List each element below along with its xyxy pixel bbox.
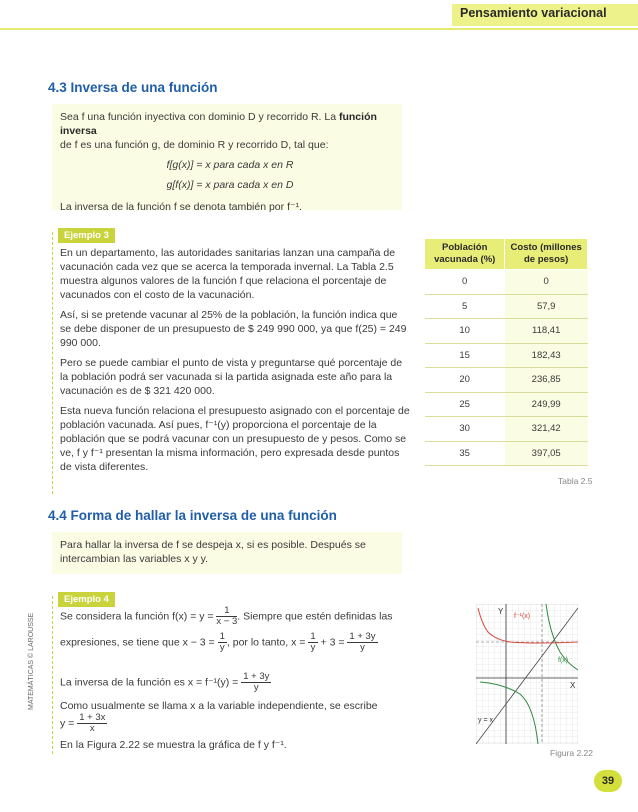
table-row: 30 321,42 bbox=[425, 417, 588, 442]
example-4-line-5: y = $\frac{1 + 3x}{x}$ bbox=[60, 712, 106, 734]
table-row: 10 118,41 bbox=[425, 319, 588, 344]
table-header-cost: Costo (millones de pesos) bbox=[505, 239, 588, 270]
page-number: 39 bbox=[594, 770, 622, 792]
table-row: 35 397,05 bbox=[425, 441, 588, 466]
table-caption: Tabla 2.5 bbox=[558, 476, 593, 486]
inverse-note: La inversa de la función f se denota también por f⁻¹. bbox=[60, 201, 302, 213]
example-4-line-2: expresiones, se tiene que x − 3 = $\frac{1}{y}$ , por lo tanto, x = $\frac{1}{y}$ + 3 = $\frac{1 + 3y}{y}$ bbox=[60, 631, 376, 653]
y-axis-label: Y bbox=[498, 607, 504, 616]
table-row: 20 236,85 bbox=[425, 368, 588, 393]
function-graph bbox=[476, 604, 578, 744]
example-4-line-3: La inversa de la función es x = f⁻¹(y) = $\frac{1 + 3y}{y}$ bbox=[60, 671, 270, 693]
example-3-text bbox=[60, 246, 410, 474]
example-3-p3: Pero se puede cambiar el punto de vista y preguntarse qué porcentaje de la población podrá ser vacunada si la partida asignada este año para la vacunación es de $ 321 420 000. bbox=[60, 357, 403, 397]
example-3-p4: Esta nueva función relaciona el presupuesto asignado con el porcentaje de población vacunada. Así pues, f⁻¹(y) proporciona el porcentaje de la población que se podrá vacunar con un presupuesto de y pesos. Como se ve, f y f⁻¹ presentan la misma información, pero expresada desde puntos de vista diferentes. bbox=[60, 405, 410, 473]
identity-label: y = x bbox=[478, 717, 493, 724]
table-row: 0 0 bbox=[425, 270, 588, 295]
equation-1: f[g(x)] = x para cada x en R bbox=[166, 159, 294, 171]
definition-text: Sea f una función inyectiva con dominio D y recorrido R. La función inversa de f es una función g, de dominio R y recorrido D, tal que: f[g(x)] = x para cada x en R g[f(x)] = x para cada x en D La inversa de la función f se denota también por f⁻¹. bbox=[60, 110, 400, 214]
example-3-p1: En un departamento, las autoridades sanitarias lanzan una campaña de vacunación cada vez que se acerca la temporada invernal. La Tabla 2.5 muestra algunos valores de la función f que relaciona el porcentaje de vacunados con el costo de la vacunación. bbox=[60, 247, 396, 301]
example-4-line-6: En la Figura 2.22 se muestra la gráfica de f y f⁻¹. bbox=[60, 739, 287, 751]
table-row: 5 57,9 bbox=[425, 294, 588, 319]
side-copyright: MATEMÁTICAS © LAROUSSE bbox=[28, 612, 35, 710]
example-3-p2: Así, si se pretende vacunar al 25% de la población, la función indica que se debe disponer de un presupuesto de $ 249 990 000, ya que f(25) = 249 990 000. bbox=[60, 309, 407, 349]
table-row: 25 249,99 bbox=[425, 392, 588, 417]
table-row: 15 182,43 bbox=[425, 343, 588, 368]
example-3-frame bbox=[52, 232, 53, 494]
x-axis-label: X bbox=[570, 681, 576, 690]
section-44-title: 4.4 Forma de hallar la inversa de una función bbox=[48, 508, 337, 523]
example-3-tag: Ejemplo 3 bbox=[58, 228, 115, 243]
figure-caption: Figura 2.22 bbox=[550, 748, 593, 758]
table-header-population: Población vacunada (%) bbox=[425, 239, 505, 270]
header-title: Pensamiento variacional bbox=[460, 6, 607, 20]
equation-2: g[f(x)] = x para cada x en D bbox=[166, 179, 294, 191]
example-4-line-4: Como usualmente se llama x a la variable independiente, se escribe bbox=[60, 700, 378, 712]
example-4-line-1: Se considera la función f(x) = y = $\frac{1}{x - 3}$ . Siempre que estén definidas las bbox=[60, 605, 393, 627]
header-rule bbox=[0, 28, 638, 30]
section-43-title: 4.3 Inversa de una función bbox=[48, 80, 218, 95]
method-text: Para hallar la inversa de f se despeja x, si es posible. Después se intercambian las variables x y y. bbox=[60, 539, 366, 565]
finv-label: f⁻¹(x) bbox=[514, 613, 531, 620]
example-4-frame bbox=[52, 596, 53, 754]
f-label: f(x) bbox=[558, 657, 569, 664]
vaccination-table bbox=[424, 238, 588, 466]
example-4-tag: Ejemplo 4 bbox=[58, 592, 115, 607]
